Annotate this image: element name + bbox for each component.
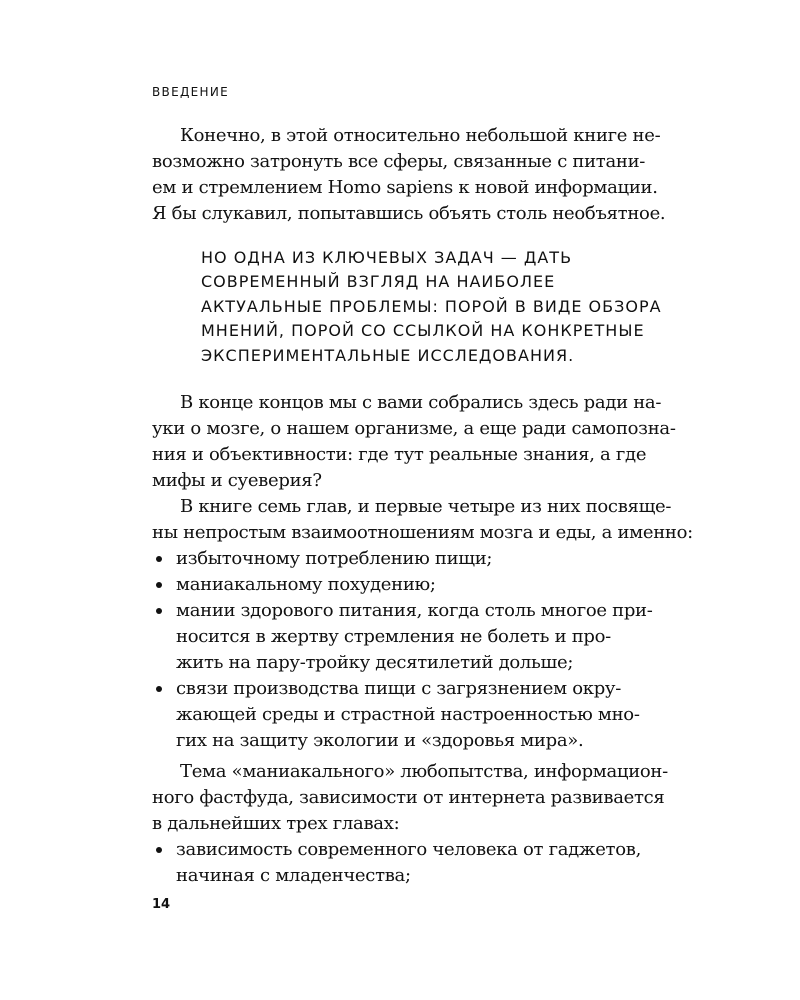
running-header: ВВЕДЕНИЕ (152, 85, 229, 99)
list-item (152, 676, 693, 702)
list-item-continuation: гих на защиту экологии и «здоровья мира». (176, 730, 584, 751)
body-section-brain-food (152, 390, 693, 754)
list-item-text: избыточному потреблению пищи; (176, 548, 493, 569)
text-line: В книге семь глав, и первые четыре из них посвяще- (180, 496, 672, 517)
bullet-icon (156, 847, 162, 853)
text-line: возможно затронуть все сферы, связанные с питани- (152, 151, 646, 172)
list-item-text: зависимость современного человека от гаджетов, (176, 839, 641, 860)
list-item-continuation: начиная с младенчества; (176, 865, 411, 886)
text-line: в дальнейших трех главах: (152, 813, 400, 834)
body-section-curiosity (152, 759, 668, 889)
list-item (152, 572, 693, 598)
list-item-continuation: жить на пару-тройку десятилетий дольше; (176, 652, 574, 673)
list-item-continuation: носится в жертву стремления не болеть и про- (176, 626, 611, 647)
quote-line: АКТУАЛЬНЫЕ ПРОБЛЕМЫ: ПОРОЙ В ВИДЕ ОБЗОРА (201, 296, 662, 316)
list-item (152, 837, 668, 863)
text-line: уки о мозге, о нашем организме, а еще ради самопозна- (152, 418, 676, 439)
list-item-text: маниакальному похудению; (176, 574, 436, 595)
quote-line: ЭКСПЕРИМЕНТАЛЬНЫЕ ИССЛЕДОВАНИЯ. (201, 345, 575, 365)
text-line: Конечно, в этой относительно небольшой книге не- (180, 125, 661, 146)
text-line: Я бы слукавил, попытавшись объять столь необъятное. (152, 203, 666, 224)
bullet-icon (156, 608, 162, 614)
quote-line: НО ОДНА ИЗ КЛЮЧЕВЫХ ЗАДАЧ — ДАТЬ (201, 248, 573, 267)
bullet-icon (156, 556, 162, 562)
list-item (152, 546, 693, 572)
text-line: ния и объективности: где тут реальные знания, а где (152, 444, 647, 465)
text-line: В конце концов мы с вами собрались здесь ради на- (180, 392, 662, 413)
quote-line: СОВРЕМЕННЫЙ ВЗГЛЯД НА НАИБОЛЕЕ (201, 272, 556, 292)
bullet-icon (156, 686, 162, 692)
text-line: мифы и суеверия? (152, 470, 322, 491)
list-item-text: мании здорового питания, когда столь многое при- (176, 600, 653, 621)
pull-quote (201, 246, 662, 368)
list-item-continuation: жающей среды и страстной настроенностью мно- (176, 704, 640, 725)
chapter-list (152, 546, 693, 754)
text-line: Тема «маниакального» любопытства, информацион- (180, 761, 668, 782)
text-line: ны непростым взаимоотношениям мозга и еды, а именно: (152, 522, 693, 543)
text-line: ем и стремлением Homo sapiens к новой информации. (152, 177, 658, 198)
text-line: ного фастфуда, зависимости от интернета развивается (152, 787, 665, 808)
quote-line: МНЕНИЙ, ПОРОЙ СО ССЫЛКОЙ НА КОНКРЕТНЫЕ (201, 321, 645, 341)
list-item (152, 598, 693, 624)
list-item-text: связи производства пищи с загрязнением окру- (176, 678, 621, 699)
page-number: 14 (152, 897, 171, 912)
intro-paragraph (152, 123, 665, 227)
bullet-icon (156, 582, 162, 588)
chapter-list (152, 837, 668, 889)
